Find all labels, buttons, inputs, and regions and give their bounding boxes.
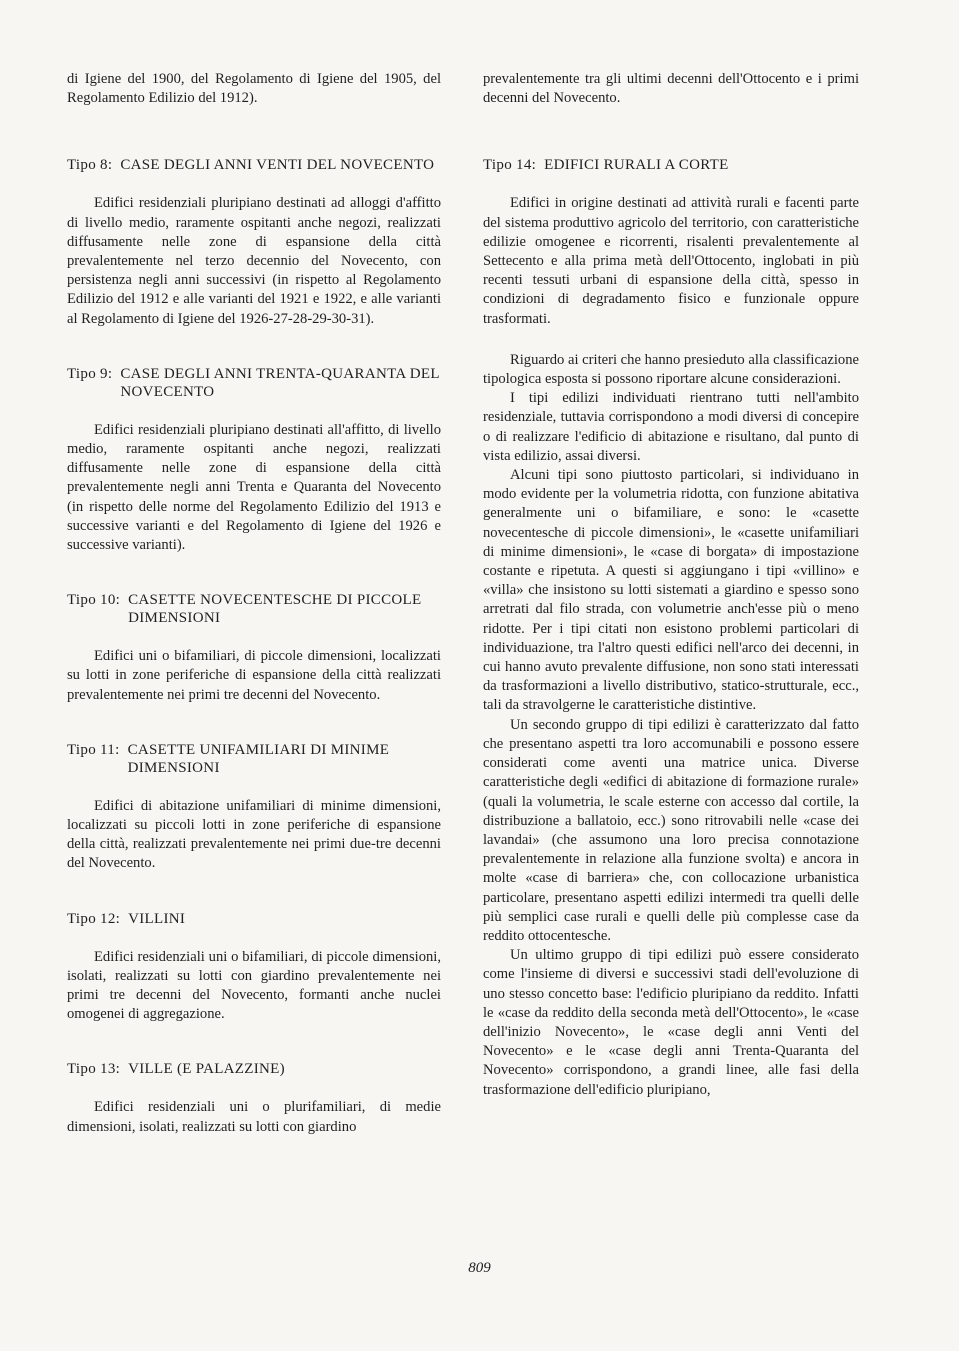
page-number: 809 — [468, 1260, 491, 1276]
section-body: Edifici di abitazione unifamiliari di minime dimensioni, localizzati su piccoli lotti in zone periferiche di espansione della città, realizzati prevalentemente nei primi due-tre decenni del Novecento. — [67, 797, 441, 872]
section-body: Edifici residenziali uni o bifamiliari, di piccole dimensioni, isolati, realizzati su lotti con giardino prevalentemente nei primi tre decenni del Novecento, formanti anche nuclei omogenei di aggregazione. — [67, 948, 441, 1023]
section-tipo-11 — [67, 741, 441, 874]
section-tipo-10 — [67, 591, 441, 705]
paragraph: Alcuni tipi sono piuttosto particolari, si individuano in modo evidente per la volumetria ridotta, con funzione abitativa generalmente uni o bifamiliare, e sono: le «casette novecentesche di piccole dimensioni», le «casette unifamiliari di minime dimensioni», le «case di borgata» di impostazione costante e ripetuta. A questi si aggiungano i tipi «villino» e «villa» che insistono su lotti sistemati a giardino e spesso sono arretrati dal filo strada, con volumetrie anch'esse più o meno ridotte. Per i tipi citati non esistono problemi particolari di individuazione, tra l'altro questi edifici nell'arco dei decenni, in cui hanno avuto prevalente diffusione, non sono stati interessati da trasformazioni a livello distributivo, statico-strutturale, ecc., tali da stravolgerne le caratteristiche distintive. — [483, 467, 859, 714]
section-tipo-14 — [483, 156, 859, 328]
section-heading: Tipo 10: CASETTE NOVECENTESCHE DI PICCOLE DIMENSIONI — [67, 592, 422, 627]
section-heading: Tipo 9: CASE DEGLI ANNI TRENTA-QUARANTA DEL NOVECENTO — [67, 365, 440, 400]
section-body: Edifici residenziali pluripiano destinati all'affitto, di livello medio, raramente ospitanti anche negozi, realizzati diffusamente nelle zone di espansione della città prevalentemente negli anni Trenta e Quaranta del Novecento (in rispetto delle norme del Regolamento Edilizio del 1913 e successive varianti e del Regolamento di Igiene del 1926 e successive varianti). — [67, 421, 441, 554]
section-body: Edifici in origine destinati ad attività rurali e facenti parte del sistema produttivo agricolo del territorio, con caratteristiche edilizie omogenee e ricorrenti, risalenti prevalentemente al Settecento e alla prima metà dell'Ottocento, inglobati in più recenti tessuti urbani di espansione della città, spesso in condizioni di degradamento fisico e funzionale oppure trasformati. — [483, 195, 859, 327]
section-body: Edifici residenziali uni o plurifamiliari, di medie dimensioni, isolati, realizzati su lotti con giardino — [67, 1099, 441, 1135]
paragraph: Un ultimo gruppo di tipi edilizi può essere considerato come l'insieme di diversi e successivi stadi dell'evoluzione di uno stesso concetto base: l'edificio pluripiano da reddito. Infatti le «case da reddito della seconda metà dell'Ottocento», le «case dell'inizio Novecento», le «case degli anni Venti del Novecento» e le «case degli anni Trenta-Quaranta del Novecento» corrispondono, a grandi linee, alle fasi della trasformazione dell'edificio pluripiano, — [483, 947, 859, 1098]
left-column — [67, 70, 441, 1137]
section-tipo-13 — [67, 1060, 441, 1136]
section-body: Edifici residenziali pluripiano destinati ad alloggi d'affitto di livello medio, raramente ospitanti anche negozi, realizzati diffusamente nelle zone di espansione della città prevalentemente nel terzo decennio del Novecento, con persistenza negli anni successivi (in rispetto al Regolamento Edilizio del 1912 e alle varianti del 1921 e 1922, e alle varianti al Regolamento di Igiene del 1926-27-28-29-30-31). — [67, 195, 441, 327]
section-heading: Tipo 12: VILLINI — [67, 910, 186, 927]
left-intro: di Igiene del 1900, del Regolamento di Igiene del 1905, del Regolamento Edilizio del 1912). — [67, 71, 441, 107]
section-tipo-9 — [67, 365, 441, 555]
section-tipo-8 — [67, 156, 441, 328]
section-heading: Tipo 11: CASETTE UNIFAMILIARI DI MINIME DIMENSIONI — [67, 741, 390, 776]
paragraph: Un secondo gruppo di tipi edilizi è caratterizzato dal fatto che presentano aspetti tra loro accomunabili e possono essere considerati come aventi una matrice unica. Diverse caratteristiche degli «edifici di abitazione di formazione rurale» (quali la volumetria, le scale esterne con accesso dal cortile, la distribuzione a ballatoio, ecc.) sono ritrovabili nelle «case dei lavandai» (che assumono una loro precisa connotazione prevalentemente in relazione alla funzione svolta) e ancora in molte «case di barriera» che, con collocazione urbanistica particolare, presentano aspetti edilizi intermedi tra quelli delle più semplici case rurali e quelli delle più complesse case da reddito ottocentesche. — [483, 716, 859, 944]
section-heading: Tipo 14: EDIFICI RURALI A CORTE — [483, 157, 729, 174]
section-tipo-12 — [67, 910, 441, 1025]
paragraph: I tipi edilizi individuati rientrano tutti nell'ambito residenziale, tuttavia corrispondono a modi diversi di concepire o di realizzare l'edificio di abitazione e risultano, dal punto di vista edilizio, assai diversi. — [483, 390, 859, 464]
right-column — [483, 70, 859, 1100]
section-heading: Tipo 8: CASE DEGLI ANNI VENTI DEL NOVECENTO — [67, 157, 435, 174]
section-heading: Tipo 13: VILLE (E PALAZZINE) — [67, 1061, 285, 1078]
section-body: Edifici uni o bifamiliari, di piccole dimensioni, localizzati su lotti in zone periferiche di espansione della città realizzati prevalentemente nei primi tre decenni del Novecento. — [67, 648, 441, 703]
paragraph: Riguardo ai criteri che hanno presieduto alla classificazione tipologica esposta si possono riportare alcune considerazioni. — [483, 351, 859, 388]
right-intro: prevalentemente tra gli ultimi decenni dell'Ottocento e i primi decenni del Novecento. — [483, 71, 859, 107]
